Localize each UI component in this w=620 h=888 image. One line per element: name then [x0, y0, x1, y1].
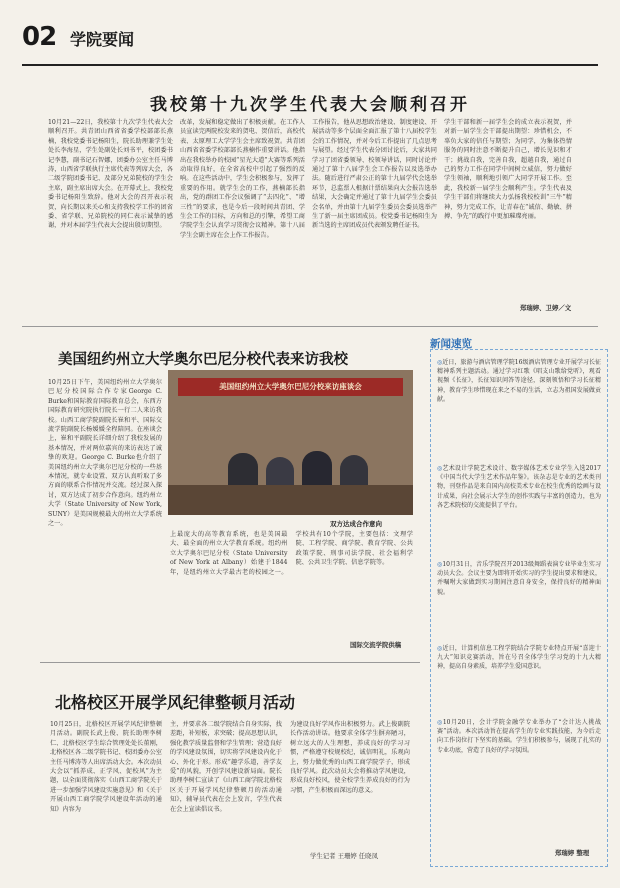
article2-text-right: 上最庞大的高等教育系统，也是美国最大、最全面的州立大学教育系统。纽约州立大学奥尔巴尼分校（State University of New York at Albany）始建于1844年，是纽约州立大学最古老的校园之一。学校共有10个学院，主要包括：文理学院、工程学院、商学院、教育学院、公共政策学院、刑事司法学院、社会福利学院、公共卫生学院、信息学院等。	[170, 531, 413, 576]
article3-col3: 为建设良好学风作出积极努力。武上俊副院长作活动讲话。他要求全体学生摒弃陋习，树立远大的人生理想，养成良好的学习习惯，严格遵守校规校纪，诚信明礼，乐观向上，努力做优秀的山西工商学院学子，形成良好学风。此次动员大会将推动学风建设，形成良好校风，使全校学生养成良好的行为习惯，产生积极而深远的意义。	[290, 721, 410, 794]
article3-signature: 学生记者 王珊婷 任晓凤	[310, 852, 378, 860]
article1-title: 我校第十九次学生代表大会顺利召开	[150, 95, 470, 115]
page-number: 02	[22, 22, 57, 52]
bullet-icon: ◎	[437, 719, 443, 726]
bullet-icon: ◎	[437, 359, 443, 366]
article3-col1: 10月25日，北格校区开展学风纪律整顿月活动。副院长武上俊、院长助理李树仁、北格校区学生综合管理处处长董刚，北格校区各二级学院书记、校团委办公室主任马博涛等人出席活动大会。本次动员大会以“抓养成、正学风、促校风”为主题，以全面贯彻落实《山西工商学院关于进一步加强学风建设实施意见》和《关于开展山西工商学院学风建设年活动的通知》内容为	[50, 721, 162, 813]
news-item	[437, 644, 601, 708]
article3-col2: 主，并要求各二级学院结合自身实际，找差距，补短板，求突破；提高思想认识，强化教学质量监督和学生管理；营造良好的学风建设氛围，切实将学风建设内化于心、外化于形。形成“趣学乐道，善学友爱”的风貌，开创学风建设新局面。院长助理李树仁宣读了《山西工商学院北格校区关于开展学风纪律整顿月的活动通知》，辅导员代表在会上发言，学生代表在会上宣读倡议书。	[170, 721, 282, 813]
table-surface	[168, 485, 413, 515]
news-item-text: 近日，计算机信息工程学院结合学院专业特点开展“喜迎十九大”知识竞赛活动，旨在号召全体学生学习党的十九大精神，提高自身素质，培养学生爱国意识。	[437, 645, 601, 671]
photo-banner: 美国纽约州立大学奥尔巴尼分校来访座谈会	[178, 378, 403, 396]
news-title: 新闻速览	[430, 338, 472, 350]
article1-col2: 改革，发展和稳定做出了积极贡献。在工作人员宣读完两院校发来的贺电、贺信后，高校代表、太原理工大学学生会主席致祝贺。共青团山西省省委学校部部长燕楠作重要讲话。他指出在我校举办的校园“星光大道”大赛等系列活动取得良好，在全省高校中引起了强烈的反响。在这些活动中，学生会积极参与，发挥了重要的作用。就学生会的工作，燕楠部长指出，党的群团工作会议强调了“去四化”、“增三性”的要求，也是今后一段时间共青团、学生会工作的目标，方向和总的引擎，希望工商学院学生会认真学习贯彻会议精神。第十八届学生会副主席在会上作工作报告。	[180, 119, 305, 239]
news-signature: 郑瑞婷 整理	[555, 849, 590, 857]
news-item-text: 10月20日，会计学院金融学专业举办了“会计达人挑战赛”活动。本次活动旨在提高学生的专业实践技能，为今后走向工作岗位打下坚实的基础。学生们积极参与，展现了扎实的专业功底，营造了良好的学习氛围。	[437, 719, 601, 754]
news-item-text: 近日，旅游与酒店管理学院16级酒店管理专业开展学习长征精神系列主题活动。通过学习红歌《唱支山歌给党听》，观看视频《长征》，长征知识问答等途径，深刻领悟和学习长征精神，教育学生珍惜现在来之不易的生活，立志为祖国发展做贡献。	[437, 359, 601, 403]
news-item-text: 艺术设计学院艺术设计、数字媒体艺术专业学生入选2017《中国当代大学生艺术作品年鉴》。该杂志是专业的艺术类刊物，刊登作品是来自国内高校美术专业在校生优秀的绘画与设计成果，向社会展示大学生的创作实践与丰富的创造力，也为各艺术院校的交流提供了平台。	[437, 465, 601, 509]
article1-signature: 郑瑞婷、卫婷／文	[520, 304, 572, 312]
photo-caption: 双方达成合作意向	[330, 520, 382, 528]
news-item	[437, 358, 601, 454]
article2-text-left: 10月25日下午，美国纽约州立大学奥尔巴尼分校国际合作专家George C. Burke和国际教育国际教育总会，东西方国际教育研究院执行院长一行二人来访我校。山西工商学院副院长崔和平、国际交流学院副院长杨媛媛全程陪同。在座谈会上，崔和平副院长详细介绍了我校发展的基本情况，并对两位嘉宾的来访表达了诚挚的欢迎。George C. Burke也介绍了美国纽约州立大学奥尔巴尼分校的一些基本情况，就专业设置、双方认真听取了多方面的联系合作情况并交流。经过深入探讨，双方达成了初步合作意向。纽约州立大学（State University of New York, SUNY）是美国规模最大的州立大学系统之一。	[48, 379, 162, 528]
bullet-icon: ◎	[437, 645, 443, 652]
meeting-photo	[168, 370, 413, 515]
article2-signature: 国际交流学院供稿	[350, 641, 402, 649]
article3-title: 北格校区开展学风纪律整顿月活动	[55, 693, 296, 712]
section-title: 学院要闻	[70, 30, 135, 49]
section-divider	[40, 662, 420, 663]
article1-col3: 工作报告，他从思想政治建设、制度建设、开展活动等多个层面全面汇报了第十八届校学生会的工作情况，并对今后工作提出了几点思考与展望。经过学生代表分团讨论后，大家共同学习了团省委领导、校领导讲话，同时讨论并通过了第十八届学生会工作报告以及选举办法。随后进行严肃公正的第十九届学代会选举环节，总监票人根据计票结果向大会报告选举结果，大会确定并通过了第十九届学生会委员会名单，并由第十九届学生委员会委员选举产生了新一届主席团成员。校党委书记杨阳生为新当选的主席团成员代表颁发聘任证书。	[312, 119, 437, 230]
header-rule	[22, 64, 598, 66]
section-divider	[22, 326, 598, 327]
news-item-text: 10月31日，音乐学院召开2013级舞蹈表演专业毕业生实习动员大会。会议主要为即将开始实习的学生提出要求和建议，并嘱咐大家做到实习期间注意自身安全，保持良好的精神面貌。	[437, 561, 601, 596]
bullet-icon: ◎	[437, 561, 443, 568]
article2-title: 美国纽约州立大学奥尔巴尼分校代表来访我校	[58, 352, 348, 368]
news-item	[437, 560, 601, 634]
article1-col4: 学生干部和新一届学生会的成立表示祝贺，并对新一届学生会干部提出期望：珍惜机会，不辜负大家的信任与期望；为同学，为集体热情服务的同时注意不断提升自己，增长见识和才干；挑战自我，完善自我，超越自我，通过自己的努力工作在同学中间树立威信，努力做好学生领袖，顺利地引领广大同学开展工作。至此，我校新一届学生会顺利产生。学生代表及学生干部们将继续大力弘扬我校校训“三牛”精神，努力完成工作，让青春在“诚信、勤敏、拼搏、争先”的践行中更加璀璨亮丽。	[444, 119, 572, 221]
news-item	[437, 464, 601, 552]
bullet-icon: ◎	[437, 465, 443, 472]
news-item	[437, 718, 601, 842]
article1-col1: 10月21—22日，我校第十九次学生代表大会顺利召开。共青团山西省省委学校部部长燕楠，我校党委书记杨阳生，院长助理兼学生处处长李海星，学生处副处长刘书平，校团委书记李慧，副书记石智娜，团委办公室主任马博涛，山西省学联执行主席代表等列席大会，各二级学院团委书记、及部分兄弟院校的学生会主席，副主席出席大会。在开幕式上，我校党委书记杨阳生致辞。他对大会的召开表示祝贺，向长期以来关心和支持我校学工作的团省委、省学联、兄弟院校的同仁表示诚挚的感谢，并对本届学生代表大会提出殷切期望。	[48, 119, 173, 230]
